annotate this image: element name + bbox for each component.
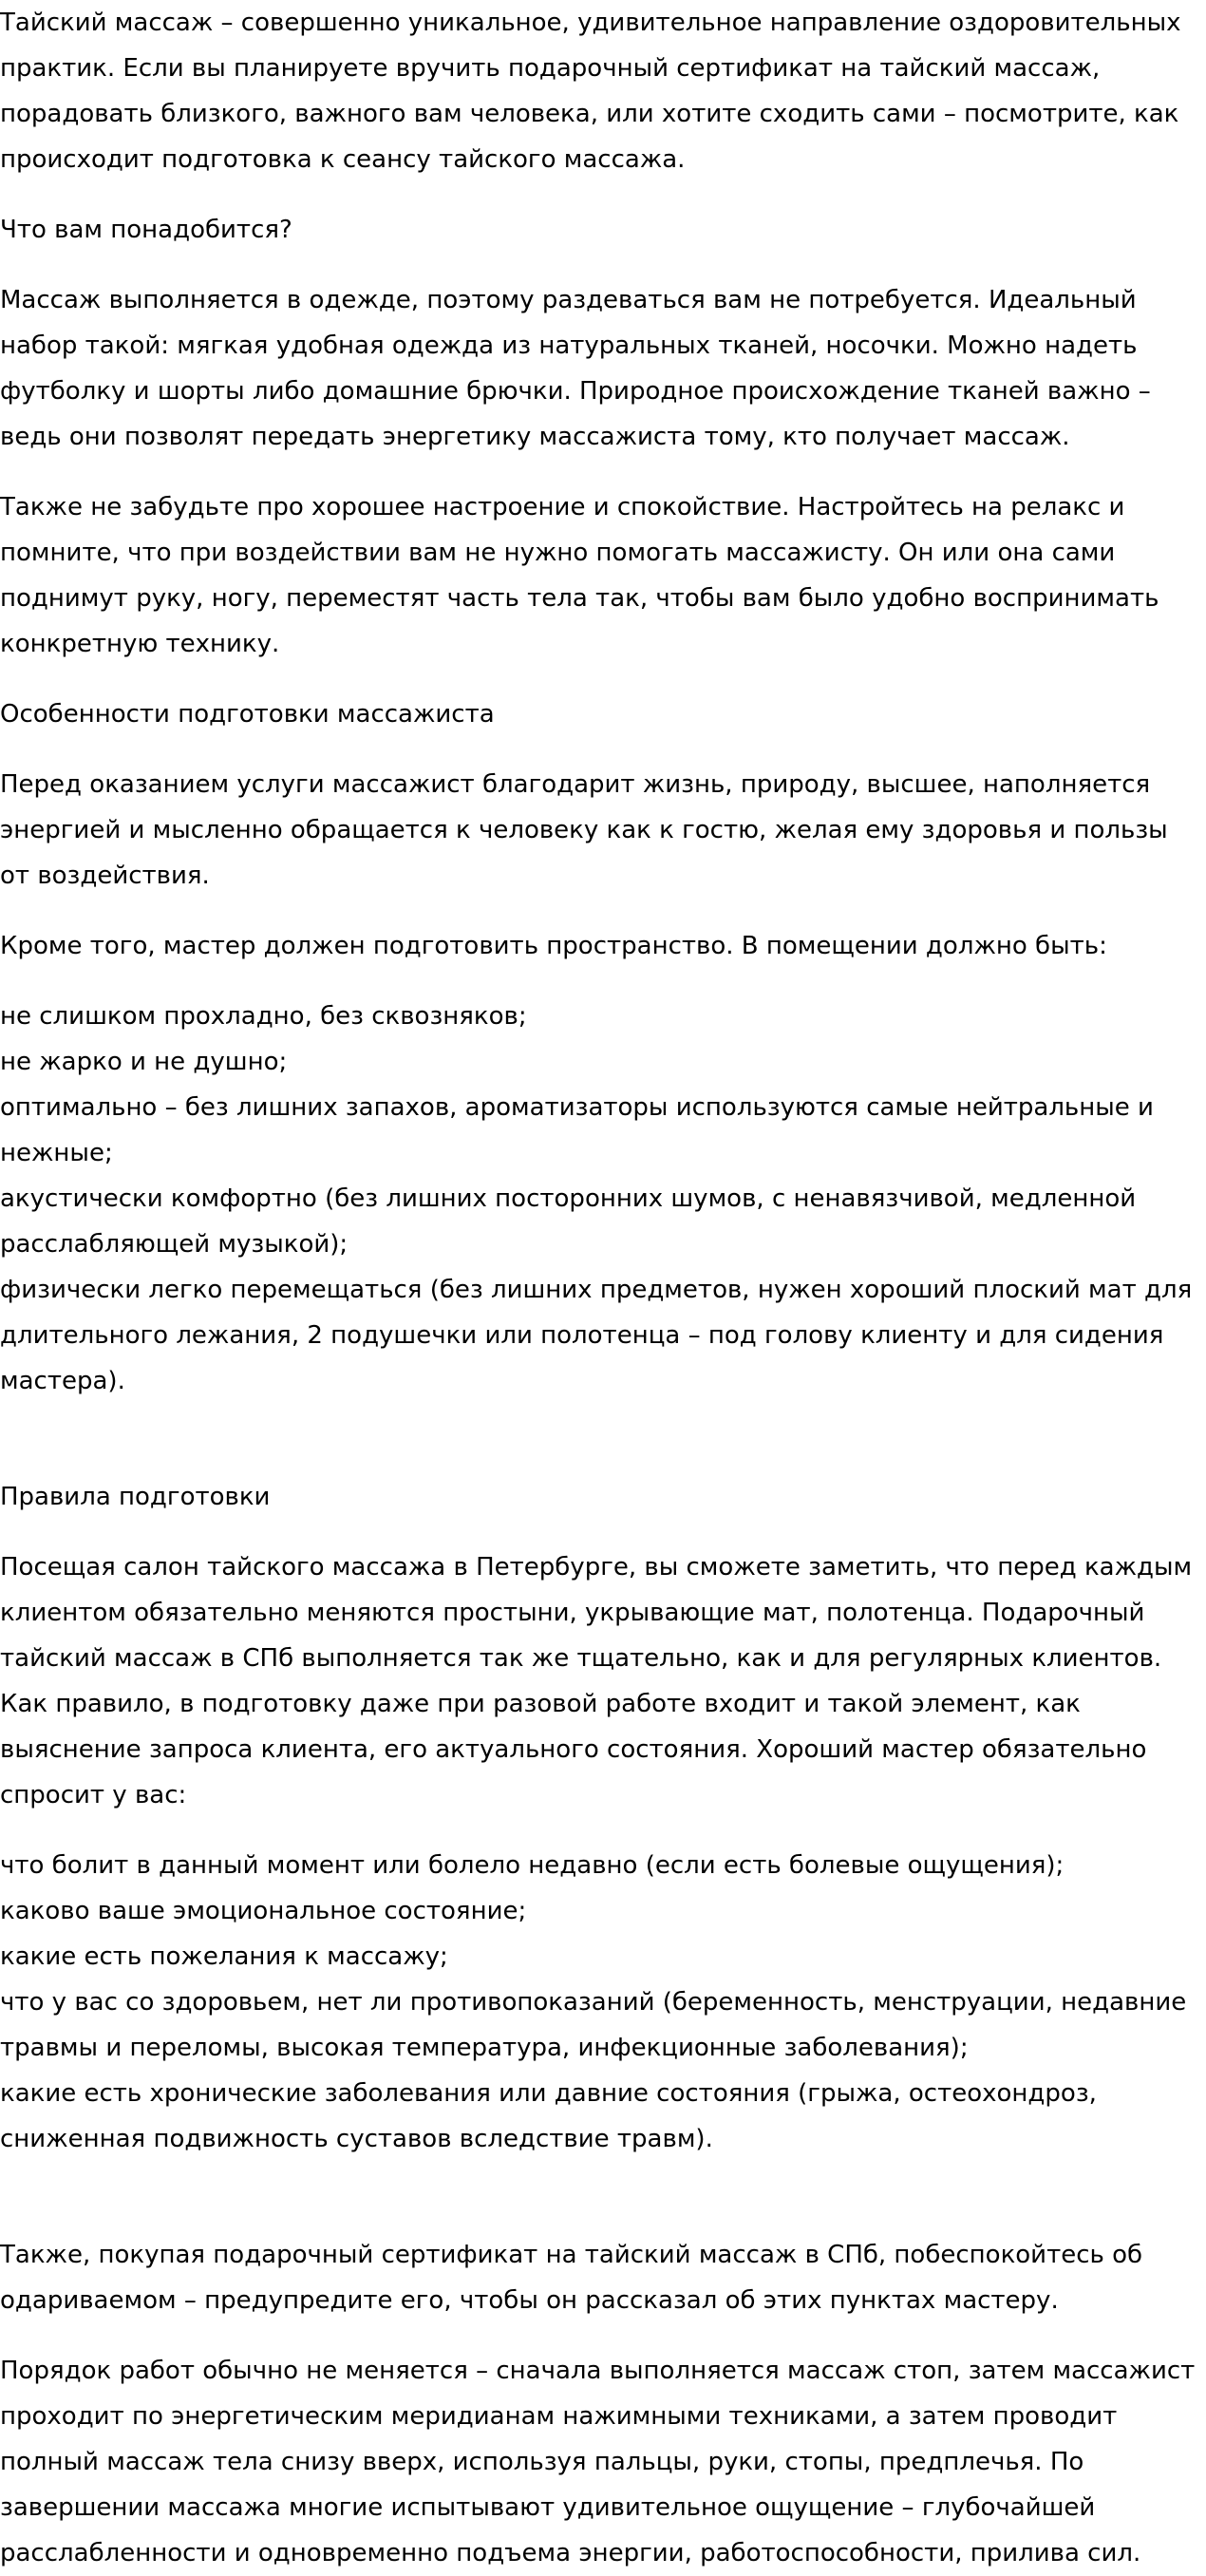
gratitude-paragraph: Перед оказанием услуги массажист благодарит жизнь, природу, высшее, наполняется энергией и мысленно обращается к человеку как к гостю, желая ему здоровья и пользы от воздействия. bbox=[0, 770, 1168, 890]
intro-paragraph: Тайский массаж – совершенно уникальное, удивительное направление оздоровительных практик. Если вы планируете вручить подарочный сертификат на тайский массаж, порадовать близкого, важного вам человека, или хотите сходить сами – посмотрите, как происходит подготовка к сеансу тайского массажа. bbox=[0, 9, 1181, 174]
space-paragraph: Кроме того, мастер должен подготовить пространство. В помещении должно быть: bbox=[0, 932, 1107, 960]
list-item: что болит в данный момент или болело недавно (если есть болевые ощущения); bbox=[0, 1851, 1065, 1880]
list-item: физически легко перемещаться (без лишних предметов, нужен хороший плоский мат для длительного лежания, 2 подушечки или полотенца – под голову клиенту и для сидения мастера). bbox=[0, 1276, 1193, 1395]
order-paragraph: Порядок работ обычно не меняется – сначала выполняется массаж стоп, затем массажист проходит по энергетическим меридианам нажимными техниками, а затем проводит полный массаж тела снизу вверх, используя пальцы, руки, стопы, предплечья. По завершении массажа многие испытывают удивительное ощущение – глубочайшей расслабленности и одновременно подъема энергии, работоспособности, прилива сил. bbox=[0, 2357, 1196, 2567]
list-item: не жарко и не душно; bbox=[0, 1048, 288, 1076]
list-item: не слишком прохладно, без сквозняков; bbox=[0, 1002, 527, 1031]
heading-master-preparation: Особенности подготовки массажиста bbox=[0, 700, 495, 729]
gift-paragraph: Также, покупая подарочный сертификат на тайский массаж в СПб, побеспокойтесь об одариваемом – предупредите его, чтобы он рассказал об этих пунктах мастеру. bbox=[0, 2241, 1143, 2315]
list-item: что у вас со здоровьем, нет ли противопоказаний (беременность, менструации, недавние травмы и переломы, высокая температура, инфекционные заболевания); bbox=[0, 1988, 1187, 2062]
salon-paragraph: Посещая салон тайского массажа в Петербурге, вы сможете заметить, что перед каждым клиентом обязательно меняются простыни, укрывающие мат, полотенца. Подарочный тайский массаж в СПб выполняется так же тщательно, как и для регулярных клиентов. Как правило, в подготовку даже при разовой работе входит и такой элемент, как выяснение запроса клиента, его актуального состояния. Хороший мастер обязательно спросит у вас: bbox=[0, 1553, 1193, 1809]
list-item: оптимально – без лишних запахов, ароматизаторы используются самые нейтральные и нежные; bbox=[0, 1093, 1154, 1167]
list-item: какие есть пожелания к массажу; bbox=[0, 1942, 448, 1971]
questions-list bbox=[0, 1843, 1198, 2162]
room-conditions-list bbox=[0, 994, 1198, 1404]
list-item: какие есть хронические заболевания или давние состояния (грыжа, остеохондроз, сниженная подвижность суставов вследствие травм). bbox=[0, 2079, 1097, 2153]
heading-what-you-need: Что вам понадобится? bbox=[0, 216, 292, 244]
list-item: акустически комфортно (без лишних посторонних шумов, с ненавязчивой, медленной расслабляющей музыкой); bbox=[0, 1184, 1137, 1259]
mood-paragraph: Также не забудьте про хорошее настроение и спокойствие. Настройтесь на релакс и помните, что при воздействии вам не нужно помогать массажисту. Он или она сами поднимут руку, ногу, переместят часть тела так, чтобы вам было удобно воспринимать конкретную технику. bbox=[0, 493, 1159, 658]
list-item: каково ваше эмоциональное состояние; bbox=[0, 1897, 527, 1925]
clothes-paragraph: Массаж выполняется в одежде, поэтому раздеваться вам не потребуется. Идеальный набор такой: мягкая удобная одежда из натуральных тканей, носочки. Можно надеть футболку и шорты либо домашние брючки. Природное происхождение тканей важно – ведь они позволят передать энергетику массажиста тому, кто получает массаж. bbox=[0, 286, 1151, 451]
heading-rules: Правила подготовки bbox=[0, 1483, 271, 1511]
